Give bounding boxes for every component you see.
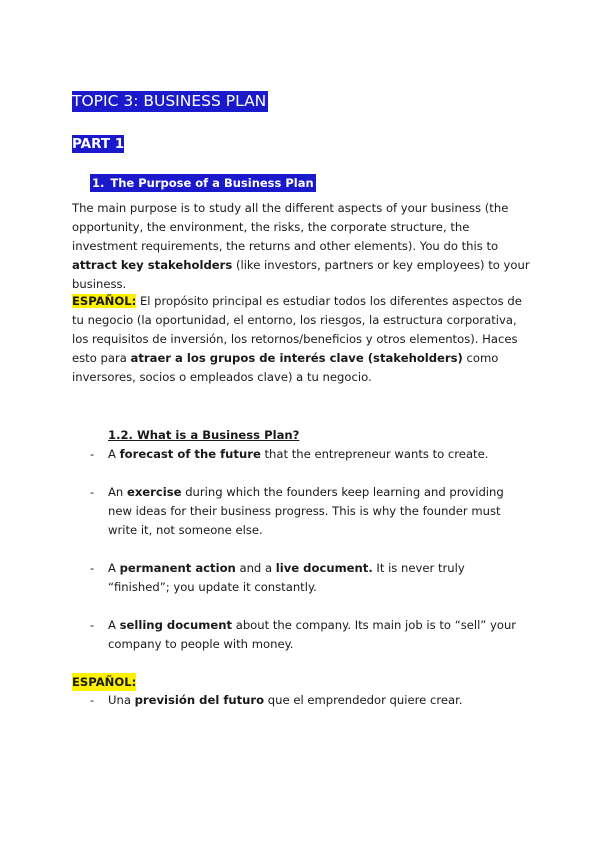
bold-text: permanent action: [119, 561, 236, 575]
text-run: (like investors, partners or key employees) to your business.: [72, 258, 530, 291]
text-run: como inversores, socios o empleados clave) a tu negocio.: [72, 351, 499, 384]
text-run: Una: [108, 693, 135, 707]
bold-text: live document.: [275, 561, 373, 575]
espanol-label: ESPAÑOL:: [72, 294, 137, 308]
text-run: and a: [235, 561, 276, 575]
list-item: [90, 445, 520, 464]
text-run: about the company. Its main job is to “sell” your company to people with money.: [108, 618, 517, 651]
text-run: que el emprendedor quiere crear.: [264, 693, 463, 707]
bold-text: forecast of the future: [119, 447, 261, 461]
subsection-heading-what-is: 1.2. What is a Business Plan?: [108, 428, 300, 442]
text-run: that the entrepreneur wants to create.: [260, 447, 489, 461]
text-run: during which the founders keep learning and providing new ideas for their business progress. This is why the founder must write it, not someone else.: [108, 485, 504, 537]
page-title: TOPIC 3: BUSINESS PLAN: [72, 92, 267, 110]
text-run: A: [108, 447, 120, 461]
section-number: 1.: [92, 176, 105, 190]
text-run: A: [108, 561, 120, 575]
bullet-dash: -: [90, 561, 95, 575]
text-run: The main purpose is to study all the different aspects of your business (the opportunity, the environment, the risks, the corporate structure, the investment requirements, the returns and other elements). You do this to: [72, 201, 509, 253]
bullet-dash: -: [90, 693, 95, 707]
list-item: [90, 616, 520, 654]
bold-text: selling document: [119, 618, 233, 632]
espanol-label-2: ESPAÑOL:: [72, 675, 137, 689]
text-run: An: [108, 485, 127, 499]
bold-text: attract key stakeholders: [72, 258, 233, 272]
bold-text: atraer a los grupos de interés clave (stakeholders): [130, 351, 463, 365]
paragraph-english: [72, 199, 532, 294]
text-run: It is never truly “finished”; you update it constantly.: [108, 561, 465, 594]
text-run: A: [108, 618, 120, 632]
part-heading: PART 1: [72, 136, 125, 152]
bold-text: exercise: [126, 485, 182, 499]
section-heading-purpose: [90, 174, 316, 192]
bold-text: previsión del futuro: [134, 693, 265, 707]
paragraph-spanish: [72, 292, 532, 387]
bullet-dash: -: [90, 485, 95, 499]
list-item: [90, 691, 520, 710]
list-item: [90, 483, 520, 540]
text-run: El propósito principal es estudiar todos los diferentes aspectos de tu negocio (la oportunidad, el entorno, los riesgos, la estructura corporativa, los requisitos de inversión, los retornos/beneficios y otros elementos). Haces esto para: [72, 294, 522, 365]
bullet-dash: -: [90, 618, 95, 632]
list-item: [90, 559, 520, 597]
bullet-dash: -: [90, 447, 95, 461]
section-heading-text: The Purpose of a Business Plan: [110, 176, 314, 190]
